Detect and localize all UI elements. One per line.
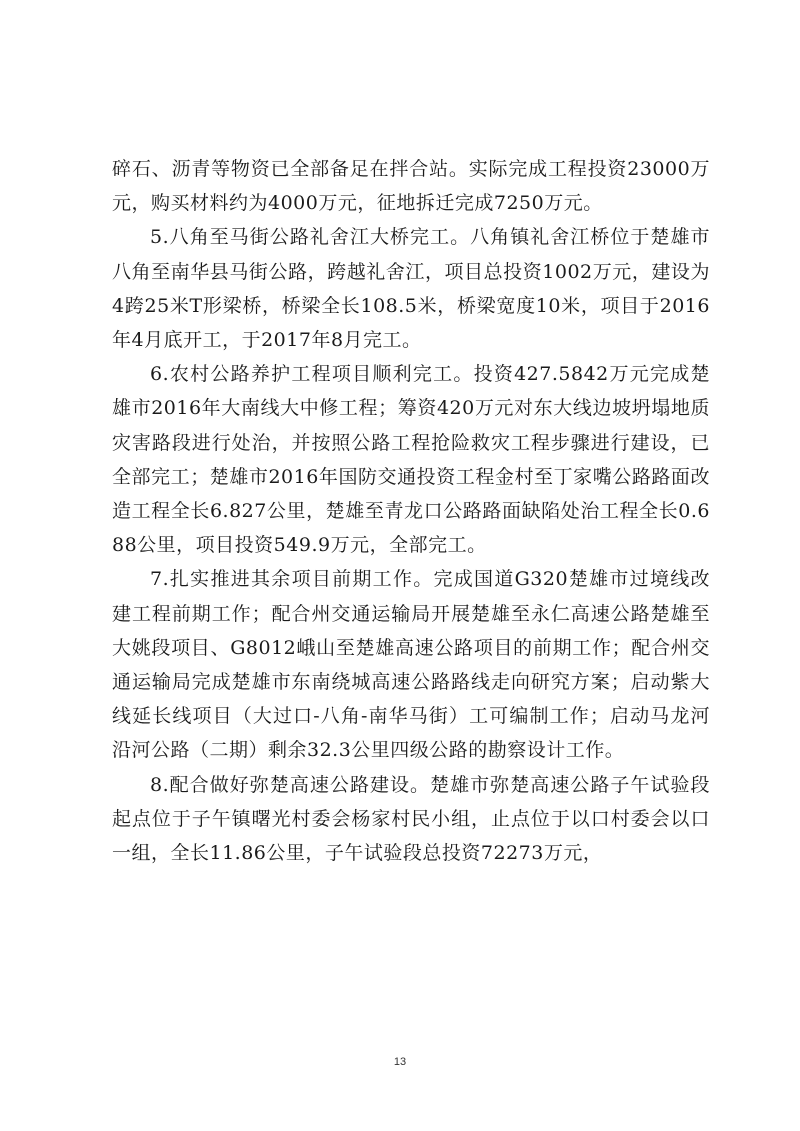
paragraph-item-5: 5.八角至马街公路礼舍江大桥完工。八角镇礼舍江桥位于楚雄市八角至南华县马街公路，跨越礼舍江，项目总投资1002万元，建设为4跨25米T形梁桥，桥梁全长108.5米，桥梁宽度10米，项目于2016年4月底开工，于2017年8月完工。: [112, 226, 710, 352]
body-text: [112, 152, 710, 870]
paragraph-item-7: 7.扎实推进其余项目前期工作。完成国道G320楚雄市过境线改建工程前期工作；配合州交通运输局开展楚雄至永仁高速公路楚雄至大姚段项目、G8012峨山至楚雄高速公路项目的前期工作；配合州交通运输局完成楚雄市东南绕城高速公路路线走向研究方案；启动紫大线延长线项目（大过口-八角-南华马街）工可编制工作；启动马龙河沿河公路（二期）剩余32.3公里四级公路的勘察设计工作。: [112, 568, 710, 762]
page-number: 13: [393, 1056, 407, 1068]
paragraph-item-8: 8.配合做好弥楚高速公路建设。楚雄市弥楚高速公路子午试验段起点位于子午镇曙光村委会杨家村民小组，止点位于以口村委会以口一组，全长11.86公里，子午试验段总投资72273万元，: [112, 773, 710, 865]
paragraph-continuation: 碎石、沥青等物资已全部备足在拌合站。实际完成工程投资23000万元，购买材料约为4000万元，征地拆迁完成7250万元。: [112, 158, 710, 215]
paragraph-item-6: 6.农村公路养护工程项目顺利完工。投资427.5842万元完成楚雄市2016年大南线大中修工程；筹资420万元对东大线边坡坍塌地质灾害路段进行处治，并按照公路工程抢险救灾工程步骤进行建设，已全部完工；楚雄市2016年国防交通投资工程金村至丁家嘴公路路面改造工程全长6.827公里，楚雄至青龙口公路路面缺陷处治工程全长0.688公里，项目投资549.9万元，全部完工。: [112, 363, 710, 557]
